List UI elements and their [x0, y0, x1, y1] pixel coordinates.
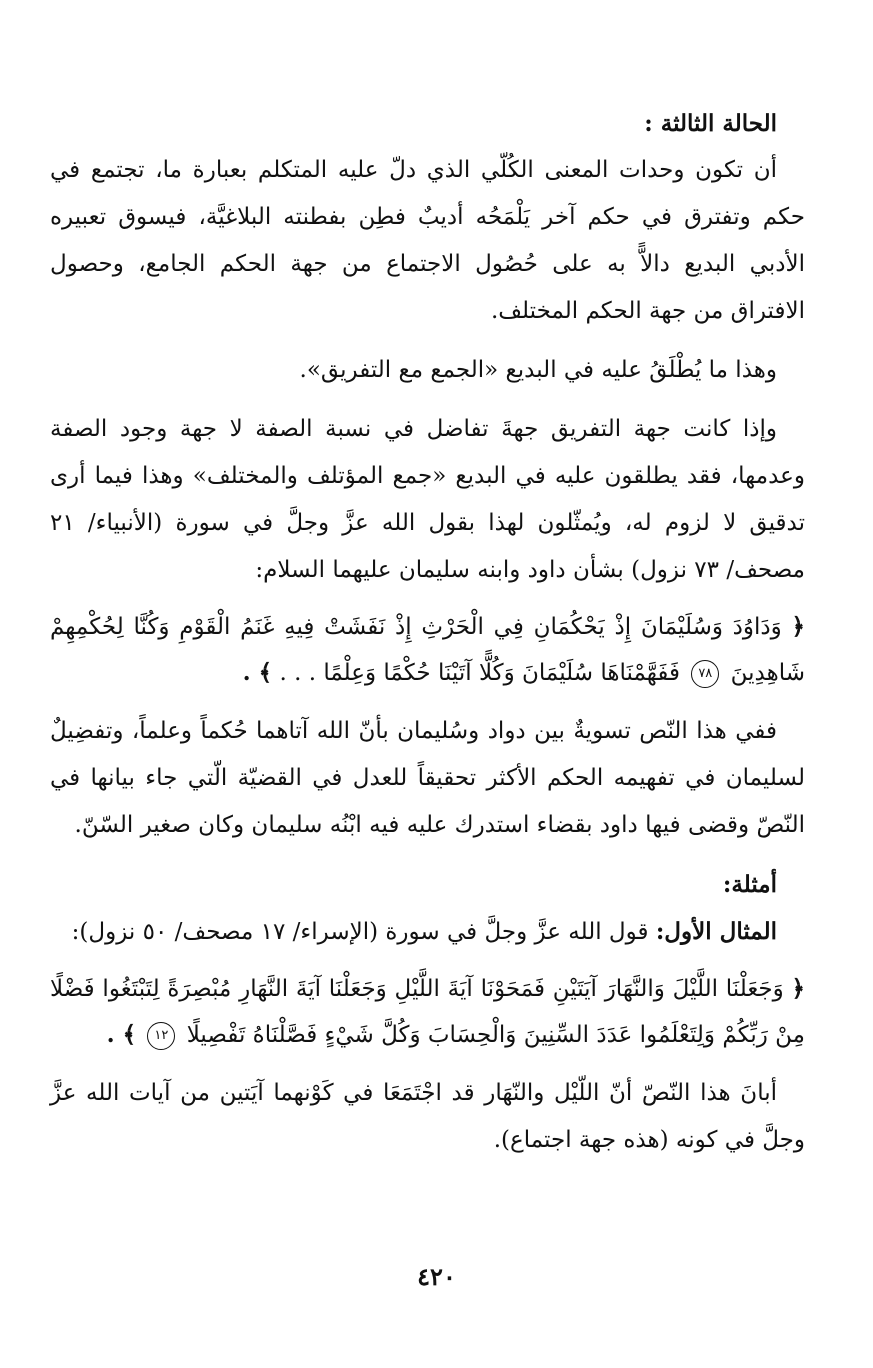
examples-title: أمثلة:	[722, 871, 777, 898]
quran-close-bracket: ﴾ .	[242, 659, 273, 686]
quran-verse-text: وَجَعَلْنَا اللَّيْلَ وَالنَّهَارَ آيَتَيْنِ فَمَحَوْنَا آيَةَ اللَّيْلِ وَجَعَلْنَا آيَةَ النَّهَارِ مُبْصِرَةً لِتَبْتَغُوا فَضْلًا مِنْ رَبِّكُمْ وَلِتَعْلَمُوا عَدَدَ السِّنِينَ وَالْحِسَابَ وَكُلَّ شَيْءٍ فَصَّلْنَاهُ تَفْصِيلًا	[50, 976, 805, 1048]
verse-number-badge: ٧٨	[691, 660, 719, 688]
quran-open-bracket: ﴿	[791, 975, 805, 1002]
quran-verse-isra	[50, 966, 805, 1058]
paragraph-term: وهذا ما يُطْلَقُ عليه في البديع «الجمع مع التفريق».	[299, 357, 777, 383]
quran-verse-anbiya	[50, 604, 805, 696]
paragraph-definition: أن تكون وحدات المعنى الكُلّي الذي دلّ عليه المتكلم بعبارة ما، تجتمع في حكم وتفترق في حكم آخر يَلْمَحُه أديبٌ فطِن بفطنته البلاغيَّة، فيسوق تعبيره الأدبي البديع دالاًّ به على حُصُول الاجتماع من جهة الحكم الجامع، وحصول الافتراق من جهة الحكم المختلف.	[50, 157, 805, 324]
page-body	[50, 100, 805, 1164]
example-1-intro	[50, 908, 805, 956]
paragraph-explanation: أبانَ هذا النّصّ أنّ اللّيْل والنّهَار قد اجْتَمَعَا في كَوْنهما آيَتين من آيات الله عزَّ وجلَّ في كونه (هذه جهة اجتماع).	[50, 1080, 805, 1153]
quran-verse-text: وَدَاوُدَ وَسُلَيْمَانَ إِذْ يَحْكُمَانِ فِي الْحَرْثِ إِذْ نَفَشَتْ فِيهِ غَنَمُ الْقَوْمِ وَكُنَّا لِحُكْمِهِمْ شَاهِدِينَ	[50, 614, 805, 686]
example-1-label: المثال الأول:	[655, 918, 777, 945]
section-title: الحالة الثالثة :	[644, 110, 777, 137]
example-1-source: قول الله عزَّ وجلَّ في سورة (الإسراء/ ١٧ مصحف/ ٥٠ نزول):	[71, 919, 649, 945]
quran-open-bracket: ﴿	[791, 613, 805, 640]
quran-close-bracket: ﴾ .	[106, 1021, 137, 1048]
quran-verse-text-continued: فَفَهَّمْنَاهَا سُلَيْمَانَ وَكُلًّا آتَيْنَا حُكْمًا وَعِلْمًا . . .	[279, 660, 680, 686]
paragraph-variant: وإذا كانت جهة التفريق جهةَ تفاضل في نسبة الصفة لا جهة وجود الصفة وعدمها، فقد يطلقون عليه في البديع «جمع المؤتلف والمختلف» وهذا فيما أرى تدقيق لا لزوم له، ويُمثّلون لهذا بقول الله عزَّ وجلَّ في سورة (الأنبياء/ ٢١ مصحف/ ٧٣ نزول) بشأن داود وابنه سليمان عليهما السلام:	[50, 416, 805, 583]
page-number: ٤٢٠	[417, 1262, 456, 1291]
paragraph-commentary: ففي هذا النّص تسويةٌ بين دواد وسُليمان بأنّ الله آتاهما حُكماً وعلماً، وتفضِيلٌ لسليمان في تفهيمه الحكم الأكثر تحقيقاً للعدل في القضيّة الّتي جاء بيانها في النّصّ وقضى فيها داود بقضاء استدرك عليه فيه ابْنُه سليمان وكان صغير السّنّ.	[50, 718, 805, 838]
verse-number-badge: ١٢	[147, 1022, 175, 1050]
